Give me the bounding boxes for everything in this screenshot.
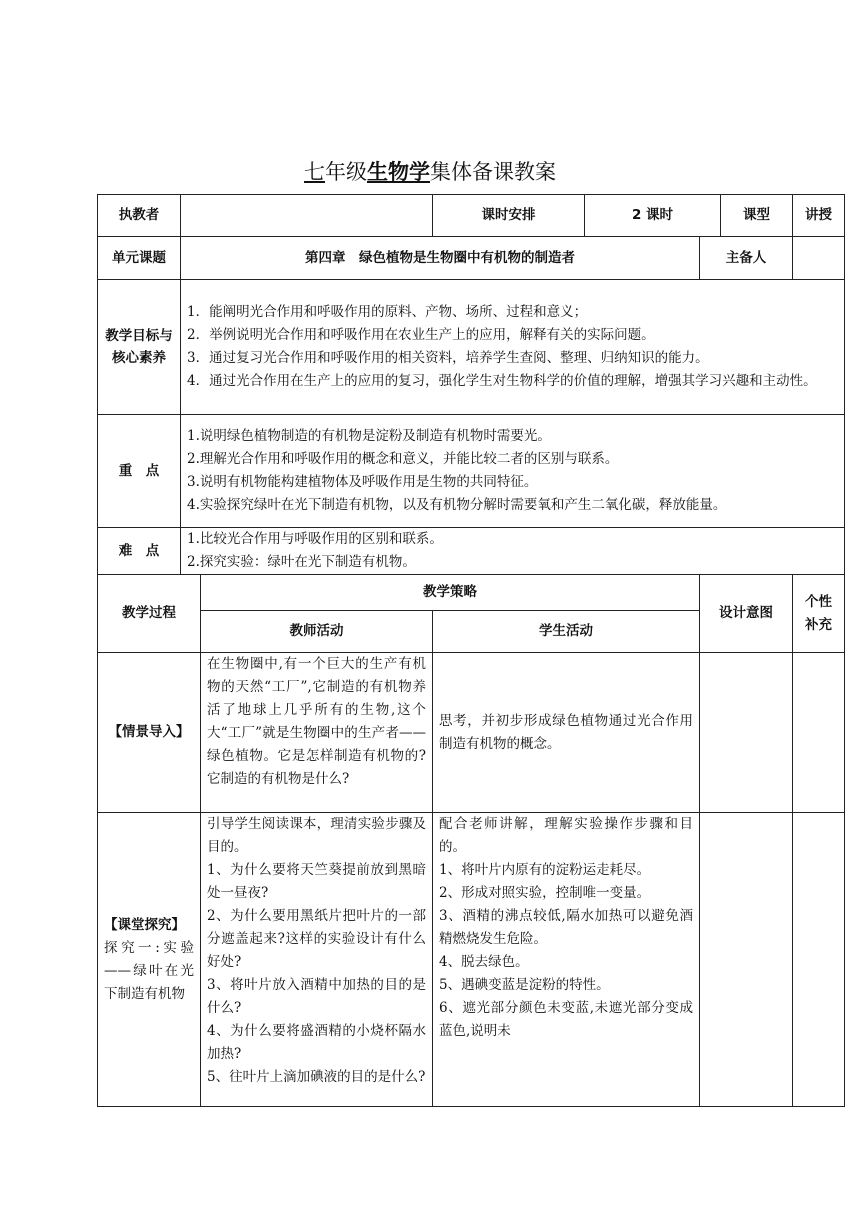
page-title: 七年级生物学集体备课教案 xyxy=(304,160,556,184)
explore-design-intent[interactable] xyxy=(700,813,793,1107)
student-line: 1、将叶片内原有的淀粉运走耗尽。 xyxy=(439,862,651,878)
intro-student-activity: 思考，并初步形成绿色植物通过光合作用制造有机物的概念。 xyxy=(433,653,700,813)
student-line: 配合老师讲解，理解实验操作步骤和目的。 xyxy=(439,816,694,855)
teacher-label: 执教者 xyxy=(98,195,181,237)
design-intent-label: 设计意图 xyxy=(700,575,793,653)
explore-teacher-activity xyxy=(201,813,433,1107)
teacher-line: 5、往叶片上滴加碘液的目的是什么? xyxy=(207,1069,426,1085)
goals-row xyxy=(98,280,845,415)
intro-teacher-activity: 在生物圈中,有一个巨大的生产有机物的天然“工厂”,它制造的有机物养活了地球上几乎所有的生物,这个大“工厂”就是生物圈中的生产者——绿色植物。它是怎样制造有机物的?它制造的有机物是什么? xyxy=(201,653,433,813)
student-line: 3、酒精的沸点较低,隔水加热可以避免酒精燃烧发生危险。 xyxy=(439,908,694,947)
type-label: 课型 xyxy=(721,195,793,237)
process-label: 教学过程 xyxy=(98,575,201,653)
explore-section xyxy=(98,813,201,1107)
student-line: 5、遇碘变蓝是淀粉的特性。 xyxy=(439,977,610,993)
key-point-item: 3.说明有机物能构建植物体及呼吸作用是生物的共同特征。 xyxy=(187,474,538,490)
goal-item: 1．能阐明光合作用和呼吸作用的原料、产物、场所、过程和意义； xyxy=(187,304,588,320)
explore-personal-supplement[interactable] xyxy=(793,813,845,1107)
difficulty-item: 1.比较光合作用与呼吸作用的区别和联系。 xyxy=(187,531,443,547)
key-point-item: 1.说明绿色植物制造的有机物是淀粉及制造有机物时需要光。 xyxy=(187,428,551,444)
teacher-line: 4、为什么要将盛酒精的小烧杯隔水加热? xyxy=(207,1023,427,1062)
explore-section-label: 【课堂探究】 xyxy=(104,916,185,933)
intro-section-label: 【情景导入】 xyxy=(98,653,201,813)
key-point-item: 4.实验探究绿叶在光下制造有机物，以及有机物分解时需要氧和产生二氧化碳，释放能量。 xyxy=(187,497,727,513)
intro-personal-supplement[interactable] xyxy=(793,653,845,813)
lesson-plan-table xyxy=(97,194,845,1107)
unit-label: 单元课题 xyxy=(98,237,181,280)
goals-content xyxy=(181,280,845,415)
difficulties-label: 难 点 xyxy=(98,528,181,575)
key-points-row xyxy=(98,415,845,528)
teacher-line: 3、将叶片放入酒精中加热的目的是什么? xyxy=(207,977,427,1016)
goal-item: 3．通过复习光合作用和呼吸作用的相关资料，培养学生查阅、整理、归纳知识的能力。 xyxy=(187,350,709,366)
explore-subtitle: 探究一:实验——绿叶在光下制造有机物 xyxy=(104,939,194,1002)
intro-design-intent[interactable] xyxy=(700,653,793,813)
header-row xyxy=(98,195,845,237)
teacher-line: 1、为什么要将天竺葵提前放到黑暗处一昼夜? xyxy=(207,862,427,901)
schedule-label: 课时安排 xyxy=(433,195,585,237)
schedule-value: 2 课时 xyxy=(585,195,721,237)
key-points-label: 重 点 xyxy=(98,415,181,528)
process-header-row xyxy=(98,575,845,611)
difficulty-item: 2.探究实验：绿叶在光下制造有机物。 xyxy=(187,554,416,570)
key-points-content xyxy=(181,415,845,528)
preparer-label: 主备人 xyxy=(700,237,793,280)
difficulties-row xyxy=(98,528,845,575)
key-point-item: 2.理解光合作用和呼吸作用的概念和意义，并能比较二者的区别与联系。 xyxy=(187,451,619,467)
student-line: 6、遮光部分颜色未变蓝,未遮光部分变成蓝色,说明未 xyxy=(439,1000,694,1039)
student-line: 2、形成对照实验，控制唯一变量。 xyxy=(439,885,651,901)
strategy-label: 教学策略 xyxy=(201,575,700,611)
teacher-line: 引导学生阅读课本，理清实验步骤及目的。 xyxy=(207,816,427,855)
goal-item: 4．通过光合作用在生产上的应用的复习，强化学生对生物科学的价值的理解，增强其学习兴趣和主动性。 xyxy=(187,373,817,389)
preparer-value[interactable] xyxy=(793,237,845,280)
type-value: 讲授 xyxy=(793,195,845,237)
goal-item: 2．举例说明光合作用和呼吸作用在农业生产上的应用，解释有关的实际问题。 xyxy=(187,327,655,343)
explore-row xyxy=(98,813,845,1107)
teacher-value[interactable] xyxy=(181,195,433,237)
teacher-line: 2、为什么要用黑纸片把叶片的一部分遮盖起来?这样的实验设计有什么好处? xyxy=(207,908,427,970)
unit-row xyxy=(98,237,845,280)
explore-student-activity xyxy=(433,813,700,1107)
unit-value: 第四章 绿色植物是生物圈中有机物的制造者 xyxy=(181,237,700,280)
student-activity-label: 学生活动 xyxy=(433,611,700,653)
goals-label: 教学目标与核心素养 xyxy=(98,280,181,415)
teacher-activity-label: 教师活动 xyxy=(201,611,433,653)
personal-supplement-label: 个性补充 xyxy=(793,575,845,653)
intro-row xyxy=(98,653,845,813)
difficulties-content xyxy=(181,528,845,575)
student-line: 4、脱去绿色。 xyxy=(439,954,529,970)
